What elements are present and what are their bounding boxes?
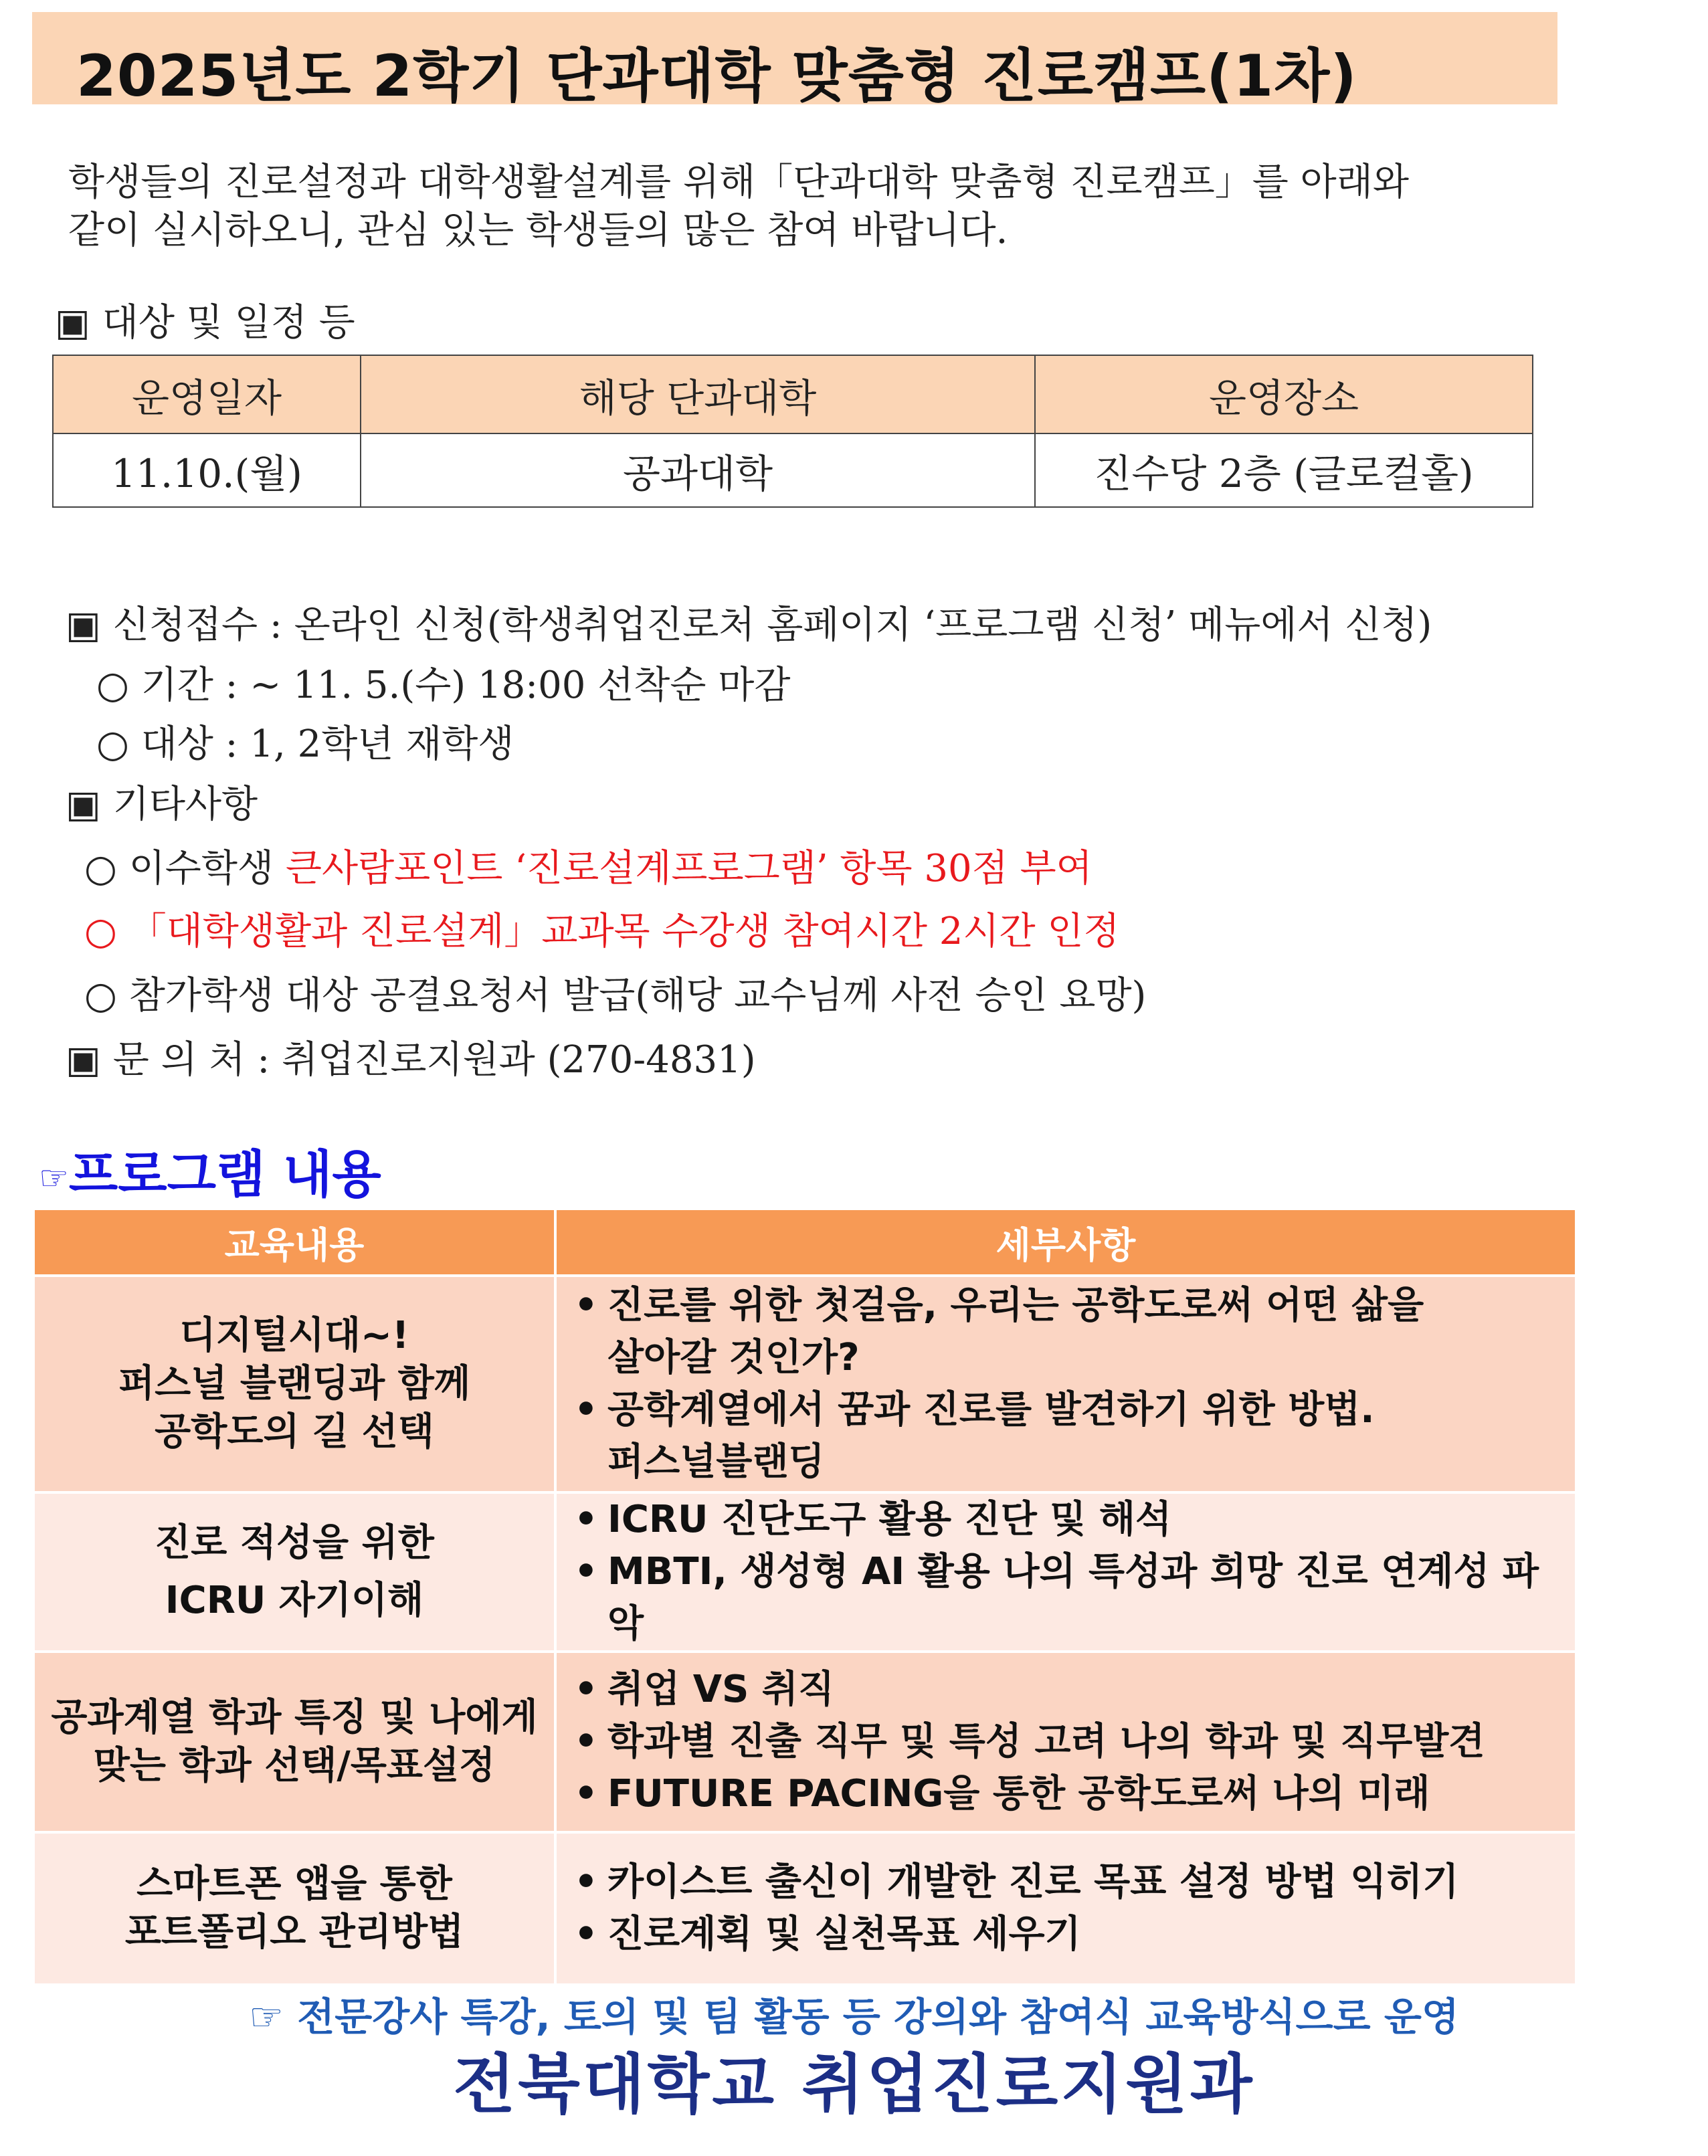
- program-category: 디지털시대~! 퍼스널 블랜딩과 함께 공학도의 길 선택: [33, 1276, 555, 1492]
- square-bullet-icon: ▣: [66, 1038, 101, 1082]
- etc-item-1-prefix: 이수학생: [128, 847, 286, 890]
- program-heading-text: 프로그램 내용: [68, 1145, 381, 1204]
- application-period-text: 기간 : ~ 11. 5.(수) 18:00 선착순 마감: [140, 664, 791, 707]
- etc-item-3: [84, 966, 1146, 1019]
- etc-heading-text: 기타사항: [112, 783, 258, 826]
- program-header-details: 세부사항: [555, 1209, 1576, 1276]
- program-details: [555, 1492, 1576, 1652]
- contact-text: 문 의 처 : 취업진로지원과 (270-4831): [112, 1038, 756, 1082]
- circle-bullet-icon: ○: [84, 974, 117, 1017]
- program-category: 스마트폰 앱을 통한 포트폴리오 관리방법: [33, 1832, 555, 1985]
- contact-line: [66, 1030, 756, 1084]
- program-row: [33, 1276, 1576, 1492]
- intro-line-1: 학생들의 진로설정과 대학생활설계를 위해「단과대학 맞춤형 진로캠프」를 아래와: [68, 161, 1409, 204]
- etc-item-2-text: 「대학생활과 진로설계」교과목 수강생 참여시간 2시간 인정: [128, 910, 1120, 953]
- schedule-table: [52, 355, 1533, 508]
- title-banner: [32, 12, 1557, 110]
- etc-item-1: [84, 839, 1093, 892]
- circle-bullet-icon: ○: [84, 847, 117, 890]
- etc-heading: [66, 775, 258, 828]
- program-details: [555, 1276, 1576, 1492]
- program-category: 공과계열 학과 특징 및 나에게 맞는 학과 선택/목표설정: [33, 1652, 555, 1832]
- program-row: [33, 1492, 1576, 1652]
- square-bullet-icon: ▣: [66, 603, 101, 647]
- schedule-header-date: 운영일자: [53, 355, 361, 433]
- program-detail-item: • 진로를 위한 첫걸음, 우리는 공학도로써 어떤 삶을 살아갈 것인가?: [570, 1280, 1575, 1384]
- program-table: [32, 1207, 1578, 1986]
- circle-bullet-icon: ○: [84, 910, 117, 953]
- program-details: [555, 1652, 1576, 1832]
- schedule-header-row: [53, 355, 1533, 433]
- circle-bullet-icon: ○: [96, 664, 129, 707]
- schedule-heading: [55, 293, 355, 347]
- program-details: [555, 1832, 1576, 1985]
- intro-line-2: 같이 실시하오니, 관심 있는 학생들의 많은 참여 바랍니다.: [68, 209, 1008, 252]
- etc-item-1-highlight: 큰사람포인트 ‘진로설계프로그램’ 항목 30점 부여: [285, 847, 1093, 890]
- schedule-heading-text: 대상 및 일정 등: [102, 301, 355, 345]
- pointing-hand-icon: ☞: [39, 1159, 69, 1197]
- program-heading: [39, 1134, 381, 1207]
- page-title: 2025년도 2학기 단과대학 맞춤형 진로캠프(1차): [76, 43, 1357, 110]
- program-detail-item: • 카이스트 출신이 개발한 진로 목표 설정 방법 익히기: [570, 1856, 1575, 1908]
- schedule-row: [53, 433, 1533, 507]
- etc-item-2: [84, 902, 1120, 955]
- square-bullet-icon: ▣: [66, 783, 101, 826]
- footer-note: ☞ 전문강사 특강, 토의 및 팀 활동 등 강의와 참여식 교육방식으로 운영: [249, 1994, 1459, 2040]
- application-heading-text: 신청접수 : 온라인 신청(학생취업진로처 홈페이지 ‘프로그램 신청’ 메뉴에서 신청): [112, 603, 1432, 647]
- application-heading: [66, 595, 1432, 649]
- etc-item-3-text: 참가학생 대상 공결요청서 발급(해당 교수님께 사전 승인 요망): [128, 974, 1147, 1017]
- organization-name: 전북대학교 취업진로지원과: [453, 2047, 1255, 2122]
- program-detail-item: • 취업 VS 취직: [570, 1664, 1575, 1716]
- schedule-date: 11.10.(월): [53, 433, 361, 507]
- program-header-row: [33, 1209, 1576, 1276]
- program-detail-item: • MBTI, 생성형 AI 활용 나의 특성과 희망 진로 연계성 파악: [570, 1546, 1575, 1650]
- application-period: [96, 656, 790, 709]
- square-bullet-icon: ▣: [55, 301, 90, 345]
- application-target-text: 대상 : 1, 2학년 재학생: [140, 722, 514, 766]
- program-detail-item: • FUTURE PACING을 통한 공학도로써 나의 미래: [570, 1768, 1575, 1820]
- program-row: [33, 1832, 1576, 1985]
- program-detail-item: • 진로계획 및 실천목표 세우기: [570, 1908, 1575, 1961]
- program-detail-item: • 공학계열에서 꿈과 진로를 발견하기 위한 방법. 퍼스널블랜딩: [570, 1384, 1575, 1488]
- program-header-content: 교육내용: [33, 1209, 555, 1276]
- program-detail-item: • ICRU 진단도구 활용 진단 및 해석: [570, 1494, 1575, 1546]
- circle-bullet-icon: ○: [96, 722, 129, 766]
- schedule-header-college: 해당 단과대학: [361, 355, 1035, 433]
- schedule-header-venue: 운영장소: [1035, 355, 1533, 433]
- schedule-college: 공과대학: [361, 433, 1035, 507]
- application-target: [96, 714, 514, 768]
- program-detail-item: • 학과별 진출 직무 및 특성 고려 나의 학과 및 직무발견: [570, 1716, 1575, 1768]
- program-category: 진로 적성을 위한 ICRU 자기이해: [33, 1492, 555, 1652]
- program-row: [33, 1652, 1576, 1832]
- schedule-venue: 진수당 2층 (글로컬홀): [1035, 433, 1533, 507]
